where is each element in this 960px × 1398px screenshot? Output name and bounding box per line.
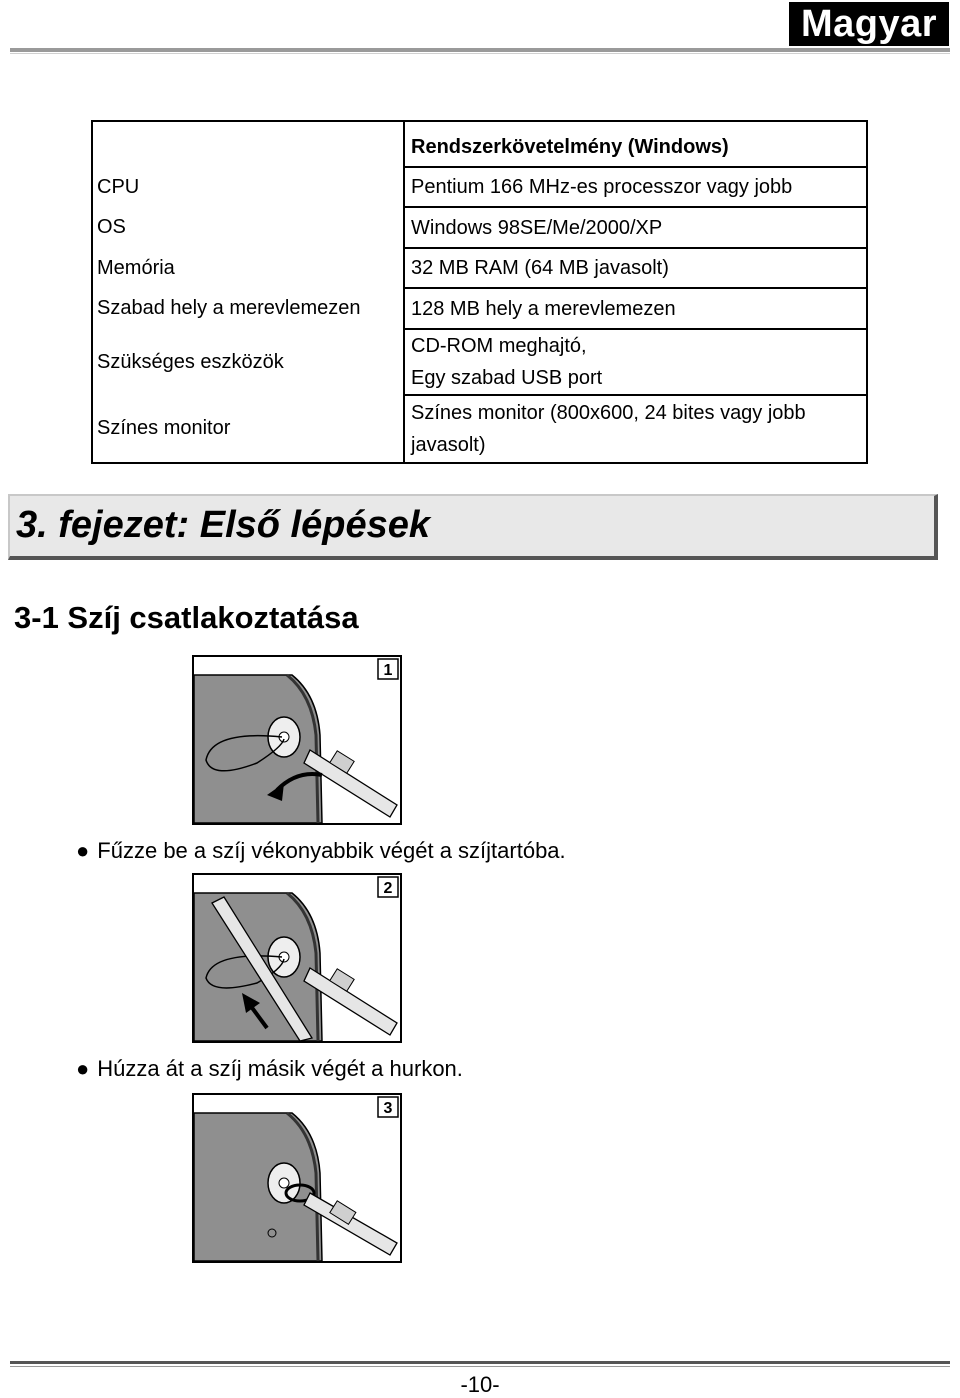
row-value-line: Egy szabad USB port [411, 367, 603, 389]
row-value [404, 395, 867, 463]
strap-step-2-illustration [192, 873, 402, 1043]
row-label: Szükséges eszközök [92, 329, 404, 395]
table-row [92, 207, 867, 248]
row-label: Memória [92, 248, 404, 288]
strap-step-1-illustration [192, 655, 402, 825]
step-number: 3 [383, 1100, 393, 1117]
row-value [404, 329, 867, 395]
footer-rule [10, 1361, 950, 1364]
header-rule [10, 48, 950, 52]
list-item [76, 1056, 463, 1082]
bullet-icon: ● [76, 1056, 90, 1081]
row-label: OS [92, 207, 404, 248]
step-number: 1 [383, 662, 393, 679]
table-row [92, 329, 867, 395]
row-value-line: Színes monitor (800x600, 24 bites vagy jobb [411, 402, 806, 424]
strap-step-3-illustration [192, 1093, 402, 1263]
step-text: Húzza át a szíj másik végét a hurkon. [97, 1056, 463, 1081]
table-row [92, 167, 867, 207]
row-value: Windows 98SE/Me/2000/XP [404, 207, 867, 248]
row-value: 128 MB hely a merevlemezen [404, 288, 867, 329]
section-title: 3-1 Szíj csatlakoztatása [14, 600, 359, 635]
table-row [92, 395, 867, 463]
table-header-row [92, 121, 867, 167]
page-number: -10- [460, 1372, 500, 1397]
row-value: Pentium 166 MHz-es processzor vagy jobb [404, 167, 867, 207]
header-empty-cell [92, 121, 404, 167]
row-label: Szabad hely a merevlemezen [92, 288, 404, 329]
requirements-heading: Rendszerkövetelmény (Windows) [404, 121, 867, 167]
list-item [76, 838, 566, 864]
header-rule-thin [10, 53, 950, 54]
step-text: Fűzze be a szíj vékonyabbik végét a szíjtartóba. [97, 838, 566, 863]
language-tab: Magyar [789, 2, 949, 46]
chapter-banner [8, 494, 938, 560]
row-label: CPU [92, 167, 404, 207]
table-row [92, 248, 867, 288]
chapter-title: 3. fejezet: Első lépések [16, 504, 430, 546]
requirements-table [91, 120, 868, 464]
bullet-icon: ● [76, 838, 90, 863]
row-value-line: CD-ROM meghajtó, [411, 335, 587, 357]
table-row [92, 288, 867, 329]
row-value: 32 MB RAM (64 MB javasolt) [404, 248, 867, 288]
step-number: 2 [383, 880, 393, 897]
row-label: Színes monitor [92, 395, 404, 463]
footer-rule-thin [10, 1366, 950, 1367]
row-value-line: javasolt) [411, 434, 486, 456]
